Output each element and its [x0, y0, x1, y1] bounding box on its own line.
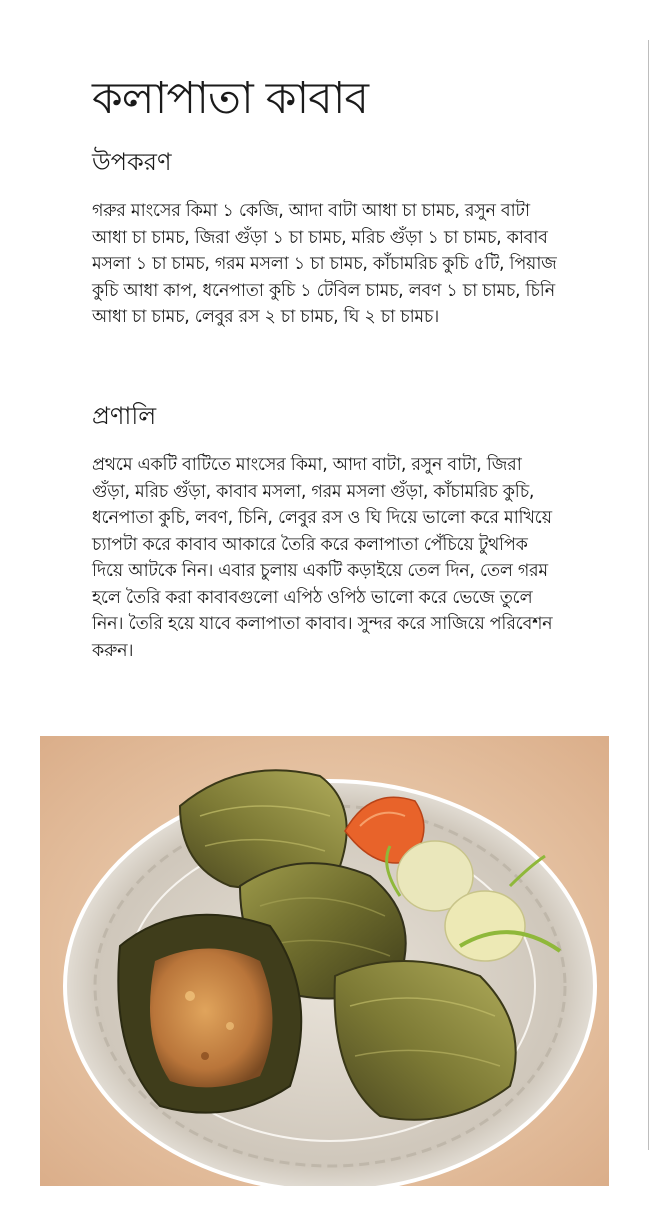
ingredients-heading: উপকরণ — [92, 148, 172, 176]
ingredients-text: গরুর মাংসের কিমা ১ কেজি, আদা বাটা আধা চা চামচ, রসুন বাটা আধা চা চামচ, জিরা গুঁড়া ১ চা চামচ, মরিচ গুঁড়া ১ চা চামচ, কাবাব মসলা ১ চা চামচ, গরম মসলা ১ চা চামচ, কাঁচামরিচ কুচি ৫টি, পিয়াজ কুচি আধা কাপ, ধনেপাতা কুচি ১ টেবিল চামচ, লবণ ১ চা চামচ, চিনি আধা চা চামচ, লেবুর রস ২ চা চামচ, ঘি ২ চা চামচ। — [92, 201, 557, 327]
recipe-title: কলাপাতা কাবাব — [92, 73, 368, 124]
method-heading: প্রণালি — [92, 402, 157, 430]
kebab-right — [335, 961, 516, 1120]
kebab-photo — [40, 736, 609, 1186]
kebab-open-left — [118, 915, 301, 1113]
method-text: প্রথমে একটি বাটিতে মাংসের কিমা, আদা বাটা, রসুন বাটা, জিরা গুঁড়া, মরিচ গুঁড়া, কাবাব মসলা, গরম মসলা গুঁড়া, কাঁচামরিচ কুচি, ধনেপাতা কুচি, লবণ, চিনি, লেবুর রস ও ঘি দিয়ে ভালো করে মাখিয়ে চ্যাপটা করে কাবাব আকারে তৈরি করে কলাপাতা পেঁচিয়ে টুথপিক দিয়ে আটকে নিন। এবার চুলায় একটি কড়াইয়ে তেল দিন, তেল গরম হলে তৈরি করা কাবাবগুলো এপিঠ ওপিঠ ভালো করে ভেজে তুলে নিন। তৈরি হয়ে যাবে কলাপাতা কাবাব। সুন্দর করে সাজিয়ে পরিবেশন করুন। — [92, 455, 553, 661]
page-edge-rule — [648, 40, 649, 1150]
